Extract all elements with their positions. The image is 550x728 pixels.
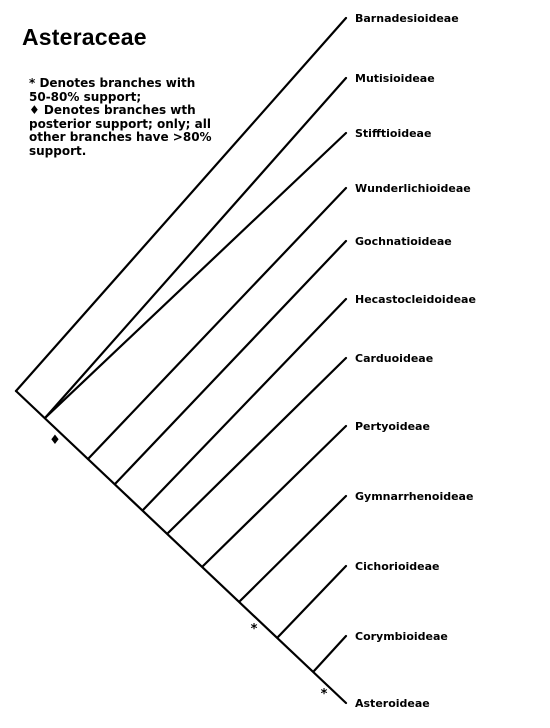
branch-wunderlichioideae — [88, 188, 346, 459]
branch-gymnarrhenoideae — [240, 496, 346, 601]
taxon-label-carduoideae: Carduoideae — [355, 352, 434, 365]
branch-cichorioideae — [278, 566, 346, 637]
branch-stifftioideae — [45, 133, 346, 418]
taxon-label-gymnarrhenoideae: Gymnarrhenoideae — [355, 490, 474, 503]
support-asterisk: * — [320, 687, 328, 702]
taxon-label-stifftioideae: Stifftioideae — [355, 127, 432, 140]
taxon-label-asteroideae: Asteroideae — [355, 697, 430, 710]
legend-asterisk-note: * Denotes branches with 50-80% support; — [29, 76, 196, 104]
taxon-label-wunderlichioideae: Wunderlichioideae — [355, 182, 471, 195]
support-asterisk: * — [250, 622, 258, 637]
branch-mutisioideae — [45, 78, 346, 418]
legend-diamond-note: ♦ Denotes branches wth posterior support; only; all other branches have >80% support. — [29, 103, 212, 158]
diagram-title: Asteraceae — [22, 24, 147, 50]
taxon-label-corymbioideae: Corymbioideae — [355, 630, 448, 643]
branch-gochnatioideae — [115, 241, 346, 484]
tree-spine — [16, 391, 346, 703]
taxon-label-mutisioideae: Mutisioideae — [355, 72, 435, 85]
taxon-label-hecastocleidoideae: Hecastocleidoideae — [355, 293, 476, 306]
branch-barnadesioideae — [16, 18, 346, 391]
taxon-label-pertyoideae: Pertyoideae — [355, 420, 430, 433]
branch-hecastocleidoideae — [143, 299, 346, 510]
taxon-label-barnadesioideae: Barnadesioideae — [355, 12, 459, 25]
taxon-label-cichorioideae: Cichorioideae — [355, 560, 440, 573]
taxon-label-gochnatioideae: Gochnatioideae — [355, 235, 452, 248]
branch-pertyoideae — [203, 426, 346, 566]
branch-corymbioideae — [314, 636, 346, 671]
posterior-support-diamond: ♦ — [49, 433, 61, 448]
branch-carduoideae — [168, 358, 346, 533]
